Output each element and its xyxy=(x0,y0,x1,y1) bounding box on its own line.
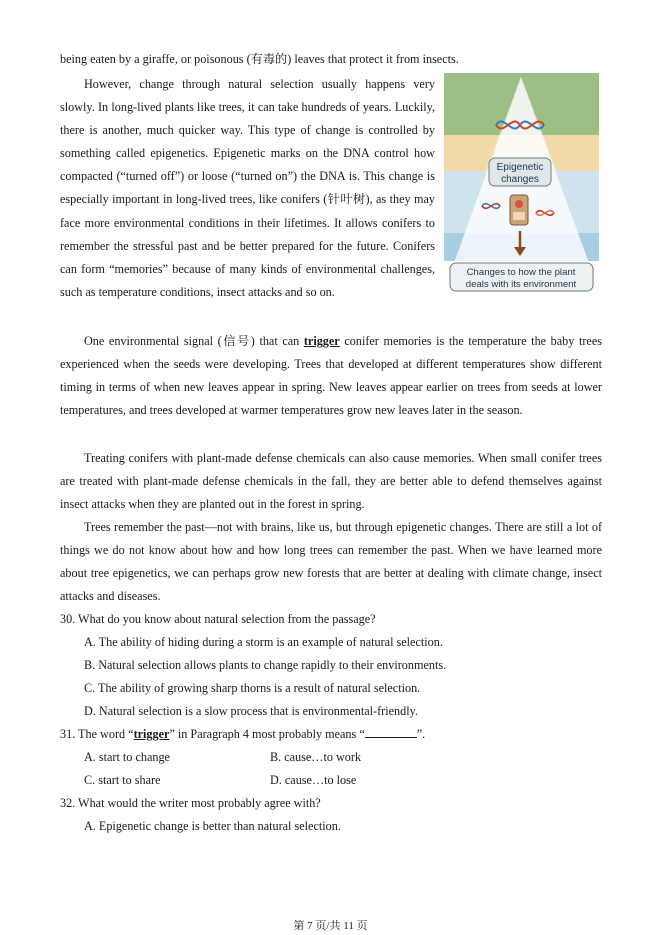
paragraph-3: One environmental signal (信号) that can trigger conifer memories is the temperature the baby trees experienced when the seeds were developing. Trees that developed at different temperatures show different timing in terms of when new leaves appear in spring. New leaves appear earlier on trees from seeds at lower temperatures, and trees developed at warmer temperatures grow new leaves later in the season. xyxy=(60,334,602,418)
paragraph-2: However, change through natural selection usually happens very slowly. In long-lived plants like trees, it can take hundreds of years. Luckily, there is another, much quicker way. This type of change is controlled by something called epigenetics. Epigenetic marks on the DNA control how compacted (“turned off”) or loose (“turned on”) the DNA is. This change is especially important in long-lived trees, like conifers (针叶树), as they may face more environmental conditions in their lifetimes. It allows conifers to remember the stressful past and be better prepared for the future. Conifers can form “memories” because of many kinds of environmental challenges, such as temperature conditions, insect attacks and so on. xyxy=(60,77,435,299)
paragraph-1-end: being eaten by a giraffe, or poisonous (有毒的) leaves that protect it from insects. xyxy=(60,52,459,66)
q30-option-a[interactable]: A. The ability of hiding during a storm is an example of natural selection. xyxy=(84,635,443,649)
q30-option-c[interactable]: C. The ability of growing sharp thorns is a result of natural selection. xyxy=(84,681,421,695)
q31-option-d[interactable]: D. cause…to lose xyxy=(270,773,357,787)
paragraph-5: Trees remember the past—not with brains, like us, but through epigenetic changes. There are still a lot of things we do not know about how and how long trees can remember the past. When we have learned more about tree epigenetics, we can perhaps grow new forests that are better at dealing with climate change, insect attacks and diseases. xyxy=(60,520,602,604)
question-32: 32. What would the writer most probably agree with? xyxy=(60,796,321,810)
figure-label-bottom-1: Changes to how the plant xyxy=(466,267,576,278)
q30-option-b[interactable]: B. Natural selection allows plants to change rapidly to their environments. xyxy=(84,658,447,672)
answer-blank xyxy=(365,724,417,738)
q31-trigger-word: trigger xyxy=(133,727,170,741)
figure-label-changes: changes xyxy=(501,174,539,185)
page-footer: 第 7 页/共 11 页 xyxy=(293,920,368,932)
q30-option-d[interactable]: D. Natural selection is a slow process that is environmental-friendly. xyxy=(84,704,418,718)
q31-option-b[interactable]: B. cause…to work xyxy=(270,750,362,764)
paragraph-4: Treating conifers with plant-made defense chemicals can also cause memories. When small conifer trees are treated with plant-made defense chemicals in the fall, they are better able to defend themselves against insect attacks when they are planted out in the forest in spring. xyxy=(60,451,602,512)
q31-option-c[interactable]: C. start to share xyxy=(84,773,161,787)
q31-option-a[interactable]: A. start to change xyxy=(84,750,170,764)
question-31: 31. The word “trigger” in Paragraph 4 most probably means “ ”. xyxy=(60,723,425,746)
question-30: 30. What do you know about natural selection from the passage? xyxy=(60,612,376,626)
figure-label-bottom-2: deals with its environment xyxy=(465,279,577,290)
q32-option-a[interactable]: A. Epigenetic change is better than natural selection. xyxy=(84,819,341,833)
trigger-word: trigger xyxy=(303,334,340,348)
epigenetics-figure xyxy=(444,73,599,295)
figure-label-epigenetic: Epigenetic xyxy=(496,162,544,173)
